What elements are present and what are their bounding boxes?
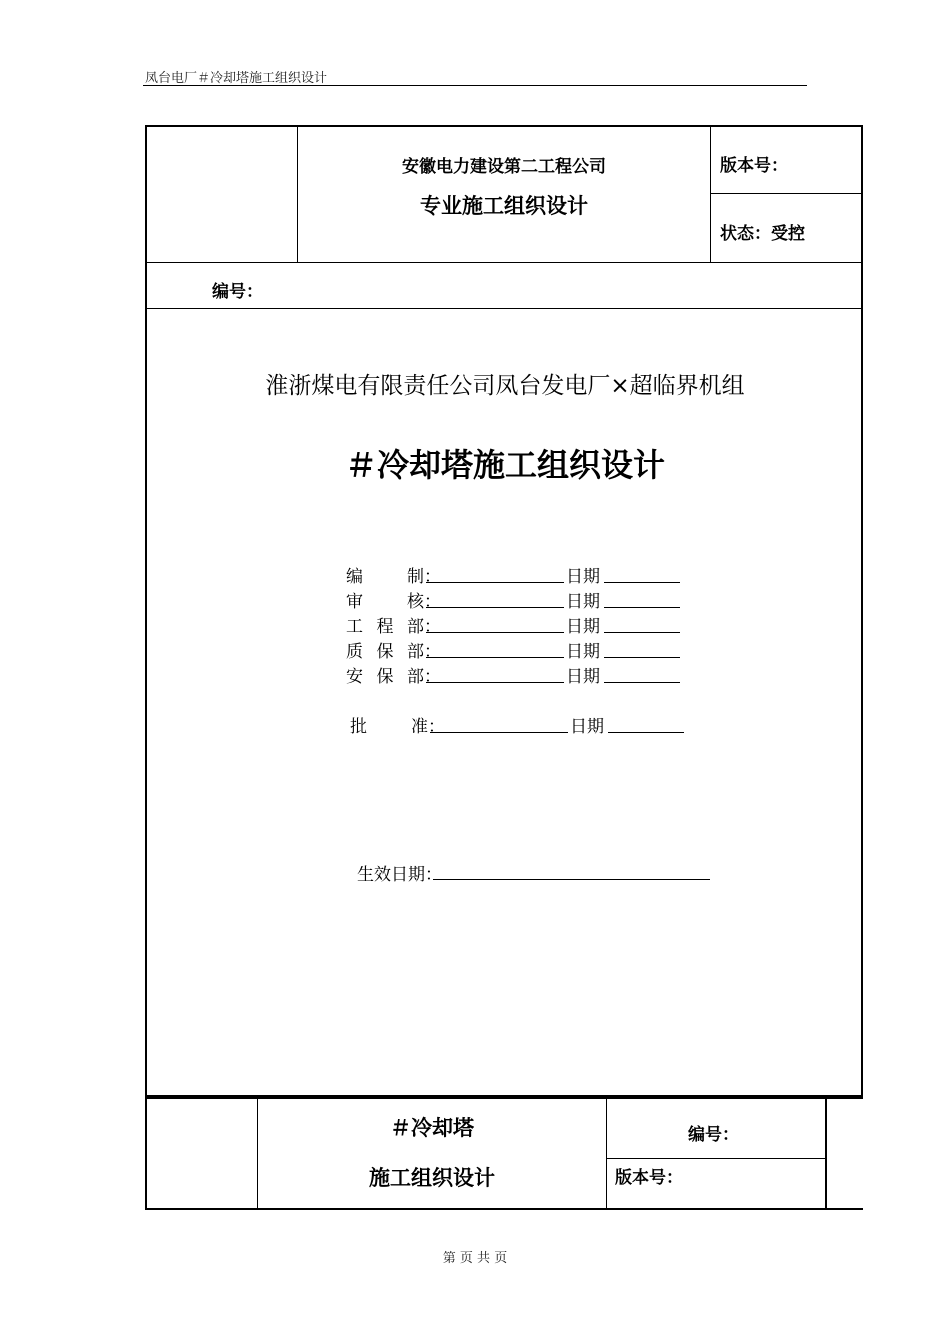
header-rule	[143, 85, 807, 86]
footer-middle-rule	[606, 1158, 825, 1159]
date-line	[604, 582, 680, 583]
date-label: 日期	[566, 592, 600, 612]
cover-frame	[145, 125, 863, 1097]
signature-role: 工 程 部	[346, 617, 424, 637]
date-label: 日期	[566, 667, 600, 687]
signature-line	[426, 682, 564, 683]
date-line	[604, 657, 680, 658]
date-line	[608, 732, 684, 733]
date-label: 日期	[566, 567, 600, 587]
footer-left-border	[145, 1097, 147, 1209]
company-name: 安徽电力建设第二工程公司	[402, 157, 606, 177]
date-line	[604, 682, 680, 683]
page-number: 第 页 共 页	[442, 1251, 508, 1266]
date-line	[604, 632, 680, 633]
footer-bottom-rule	[145, 1208, 863, 1210]
running-header: 凤台电厂＃冷却塔施工组织设计	[145, 71, 328, 86]
footer-serial-label: 编号：	[688, 1125, 739, 1145]
version-label: 版本号：	[720, 156, 788, 176]
signature-role: 批 准	[350, 717, 428, 737]
date-line	[604, 607, 680, 608]
project-title: 淮浙煤电有限责任公司凤台发电厂×超临界机组	[265, 373, 745, 399]
signature-line	[426, 582, 564, 583]
effective-date-label: 生效日期：	[357, 865, 442, 885]
header-bottom-rule	[146, 262, 863, 263]
document-kind: 专业施工组织设计	[420, 194, 588, 218]
header-right-split	[710, 193, 863, 194]
footer-divider-2	[606, 1098, 607, 1209]
signature-role: 安 保 部	[346, 667, 424, 687]
signature-line	[426, 657, 564, 658]
serial-row-bottom-rule	[146, 308, 863, 309]
signature-role: 审 核	[346, 592, 424, 612]
footer-title-line2: 施工组织设计	[369, 1166, 495, 1190]
date-label: 日期	[566, 617, 600, 637]
signature-line	[430, 732, 568, 733]
signature-line	[426, 632, 564, 633]
footer-version-label: 版本号：	[615, 1168, 683, 1188]
signature-role: 编 制	[346, 567, 424, 587]
status-label: 状态：受控	[720, 224, 805, 244]
date-label: 日期	[566, 642, 600, 662]
date-label: 日期	[570, 717, 604, 737]
signature-role: 质 保 部	[346, 642, 424, 662]
footer-title-line1: ＃冷却塔	[390, 1116, 474, 1140]
signature-line	[426, 607, 564, 608]
header-right-divider	[710, 126, 711, 262]
effective-date-line	[433, 879, 710, 880]
footer-top-rule	[145, 1097, 863, 1099]
serial-number-label: 编号：	[212, 282, 263, 302]
plan-title: ＃冷却塔施工组织设计	[344, 446, 665, 484]
footer-divider-3	[825, 1098, 827, 1209]
